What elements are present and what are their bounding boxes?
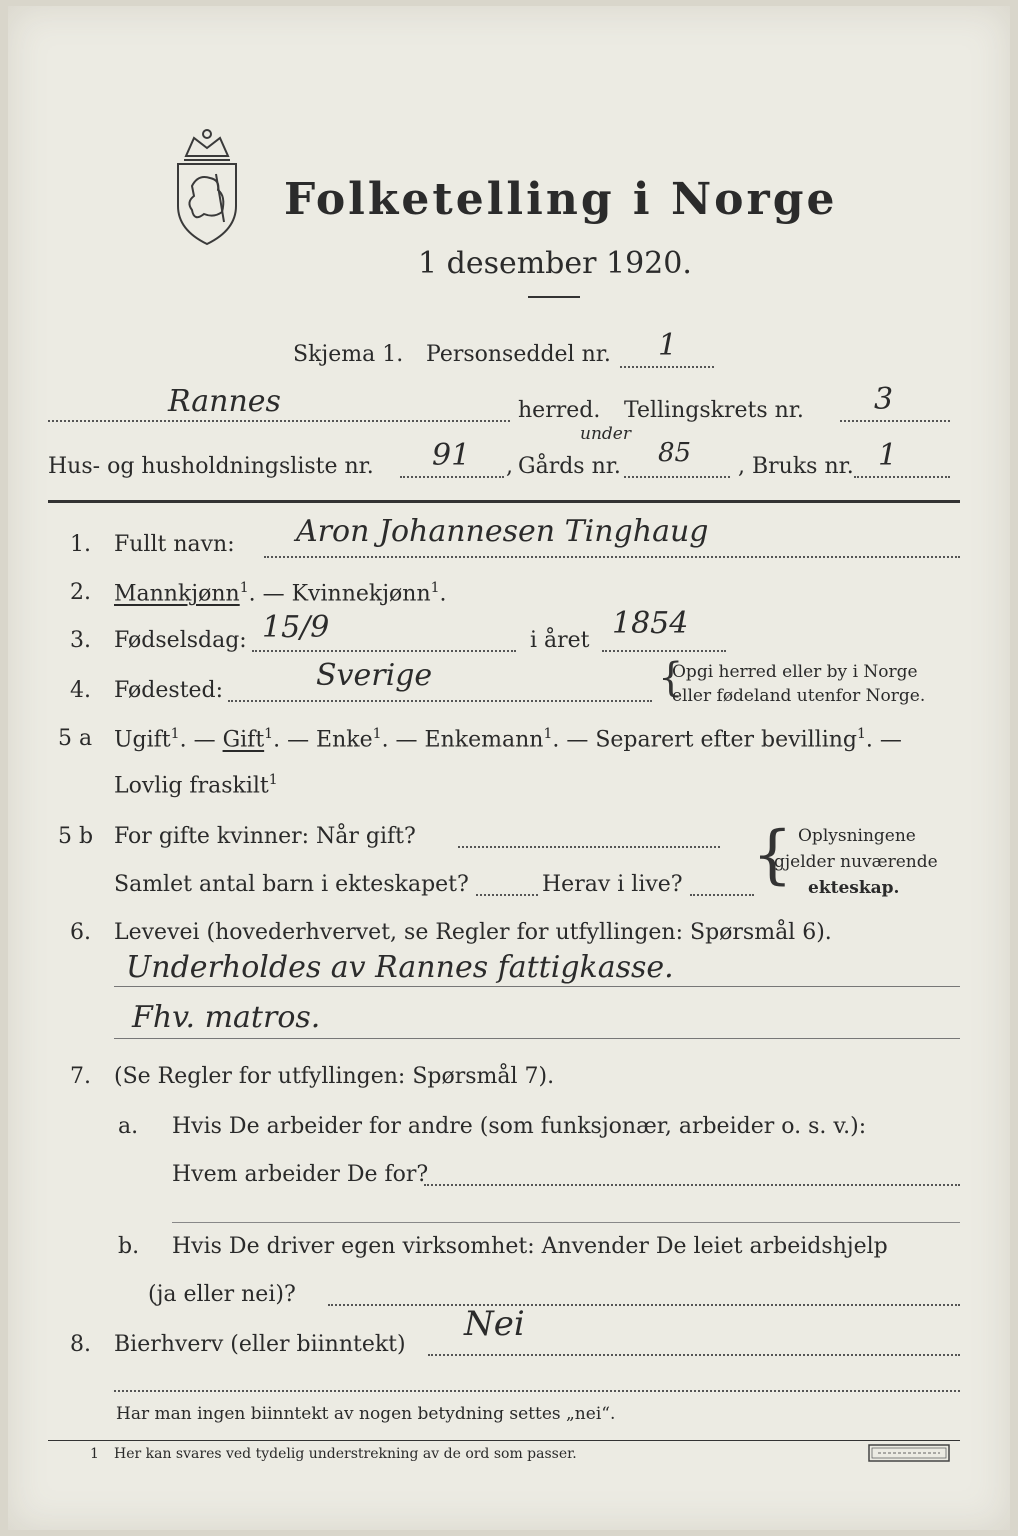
- fraskilt-option: Lovlig fraskilt: [114, 773, 269, 799]
- enke-footnote-ref: 1: [372, 726, 382, 742]
- q5b-note-3: ekteskap.: [808, 878, 900, 898]
- q3-year-value: 1854: [612, 606, 689, 641]
- separert-option: . — Separert efter bevilling: [552, 727, 857, 753]
- gards-note: under: [580, 424, 631, 444]
- q1-value: Aron Johannesen Tinghaug: [296, 514, 709, 549]
- q8-value: Nei: [464, 1304, 525, 1344]
- herred-value: Rannes: [168, 384, 281, 419]
- q3-number: 3.: [70, 628, 91, 653]
- tellingskrets-label: Tellingskrets nr.: [624, 398, 804, 423]
- footnote-mark: 1: [90, 1446, 99, 1462]
- husliste-value: 91: [432, 438, 471, 473]
- q6-number: 6.: [70, 920, 91, 945]
- q4-label: Fødested:: [114, 678, 224, 703]
- q4-value: Sverige: [316, 658, 433, 693]
- q3-year-line: [602, 650, 726, 652]
- q5a-sep-1: . —: [179, 727, 223, 753]
- q4-brace: {: [658, 655, 684, 701]
- gards-prefix: ,: [506, 454, 513, 479]
- q8-line: [428, 1354, 960, 1356]
- q4-number: 4.: [70, 678, 91, 703]
- q5a-line-2: [114, 772, 278, 798]
- printer-stamp-icon: [868, 1444, 950, 1462]
- bruks-label: , Bruks nr.: [738, 454, 854, 479]
- q5a-end: . —: [865, 727, 902, 753]
- female-option: Kvinnekjønn: [291, 581, 431, 607]
- q3-label: Fødselsdag:: [114, 628, 247, 653]
- q6-value-1: Underholdes av Rannes fattigkasse.: [126, 950, 674, 985]
- enke-option: . — Enke: [273, 727, 373, 753]
- q5b-label-1: For gifte kvinner: Når gift?: [114, 824, 416, 849]
- personseddel-value: 1: [658, 328, 678, 363]
- q2-footnote-ref-2: 1: [430, 580, 440, 596]
- q6-line-1: [114, 986, 960, 987]
- q4-note-2: eller fødeland utenfor Norge.: [672, 686, 926, 706]
- q6-label: Levevei (hovederhvervet, se Regler for utfyllingen: Spørsmål 6).: [114, 920, 832, 945]
- q4-note-1: Opgi herred eller by i Norge: [672, 662, 918, 682]
- personseddel-line: [620, 366, 714, 368]
- husliste-label: Hus- og husholdningsliste nr.: [48, 454, 374, 479]
- q5b-label-3: Herav i live?: [542, 872, 683, 897]
- census-date: 1 desember 1920.: [418, 246, 692, 281]
- q3-line: [252, 650, 516, 652]
- fraskilt-footnote-ref: 1: [268, 772, 278, 788]
- q5b-live-line: [690, 894, 754, 896]
- q7b-label: Hvis De driver egen virksomhet: Anvender De leiet arbeidshjelp: [172, 1234, 888, 1259]
- q5b-number: 5 b: [58, 824, 94, 849]
- personseddel-label: Personseddel nr.: [426, 342, 611, 367]
- q5b-note-1: Oplysningene: [798, 826, 916, 846]
- gards-label: Gårds nr.: [518, 454, 621, 479]
- q7b-label-2: (ja eller nei)?: [148, 1282, 296, 1307]
- q5b-label-2: Samlet antal barn i ekteskapet?: [114, 872, 469, 897]
- q5b-gift-line: [458, 846, 720, 848]
- male-option: Mannkjønn: [114, 581, 240, 607]
- q6-value-2: Fhv. matros.: [132, 1000, 321, 1035]
- gards-value: 85: [658, 438, 692, 468]
- tellingskrets-line: [840, 420, 950, 422]
- ugift-footnote-ref: 1: [170, 726, 180, 742]
- form-title: Folketelling i Norge: [284, 174, 838, 225]
- q7b-line: [328, 1304, 960, 1306]
- census-form-page: [8, 6, 1010, 1530]
- q2-number: 2.: [70, 580, 91, 605]
- coat-of-arms-icon: [164, 126, 250, 248]
- title-divider: [528, 296, 580, 298]
- footnote-rule: [48, 1440, 960, 1441]
- q8-label: Bierhverv (eller biinntekt): [114, 1332, 406, 1357]
- q2-end: .: [439, 581, 447, 607]
- q7a-line-2: [172, 1222, 960, 1223]
- q5a-number: 5 a: [58, 726, 93, 751]
- bruks-line: [854, 476, 950, 478]
- ugift-option: Ugift: [114, 727, 171, 753]
- q2-separator: . —: [248, 581, 292, 607]
- q7a-label: Hvis De arbeider for andre (som funksjonær, arbeider o. s. v.):: [172, 1114, 867, 1139]
- q2-footnote-ref-1: 1: [239, 580, 249, 596]
- gards-line: [624, 476, 730, 478]
- q4-line: [228, 700, 652, 702]
- tellingskrets-value: 3: [874, 382, 894, 417]
- q5b-barn-line: [476, 894, 538, 896]
- q8-number: 8.: [70, 1332, 91, 1357]
- q1-line: [264, 556, 960, 558]
- q5b-note-2: gjelder nuværende: [774, 852, 938, 872]
- q3-year-label: i året: [530, 628, 590, 653]
- q7a-label-2: Hvem arbeider De for?: [172, 1162, 429, 1187]
- q7a-line-1: [424, 1184, 960, 1186]
- skjema-label: Skjema 1.: [293, 342, 404, 367]
- enkemann-option: . — Enkemann: [381, 727, 544, 753]
- q8-line-2: [114, 1390, 960, 1392]
- q7-number: 7.: [70, 1064, 91, 1089]
- q1-number: 1.: [70, 532, 91, 557]
- gift-option: Gift: [222, 727, 265, 753]
- header-rule: [48, 500, 960, 503]
- enkemann-footnote-ref: 1: [543, 726, 553, 742]
- footer-note: Har man ingen biinntekt av nogen betydning settes „nei“.: [116, 1404, 616, 1424]
- q1-label: Fullt navn:: [114, 532, 235, 557]
- herred-label: herred.: [518, 398, 601, 423]
- q3-value: 15/9: [262, 610, 330, 645]
- q2-line: [114, 580, 447, 606]
- q6-line-2: [114, 1038, 960, 1039]
- bruks-value: 1: [878, 438, 898, 473]
- q5b-brace: {: [752, 818, 793, 892]
- q7b-number: b.: [118, 1234, 140, 1259]
- separert-footnote-ref: 1: [856, 726, 866, 742]
- herred-line: [48, 420, 510, 422]
- husliste-line: [400, 476, 504, 478]
- q7-label: (Se Regler for utfyllingen: Spørsmål 7).: [114, 1064, 555, 1089]
- footnote-text: Her kan svares ved tydelig understrekning av de ord som passer.: [114, 1446, 577, 1462]
- q5a-options: [114, 726, 902, 752]
- gift-footnote-ref: 1: [264, 726, 274, 742]
- q7a-number: a.: [118, 1114, 139, 1139]
